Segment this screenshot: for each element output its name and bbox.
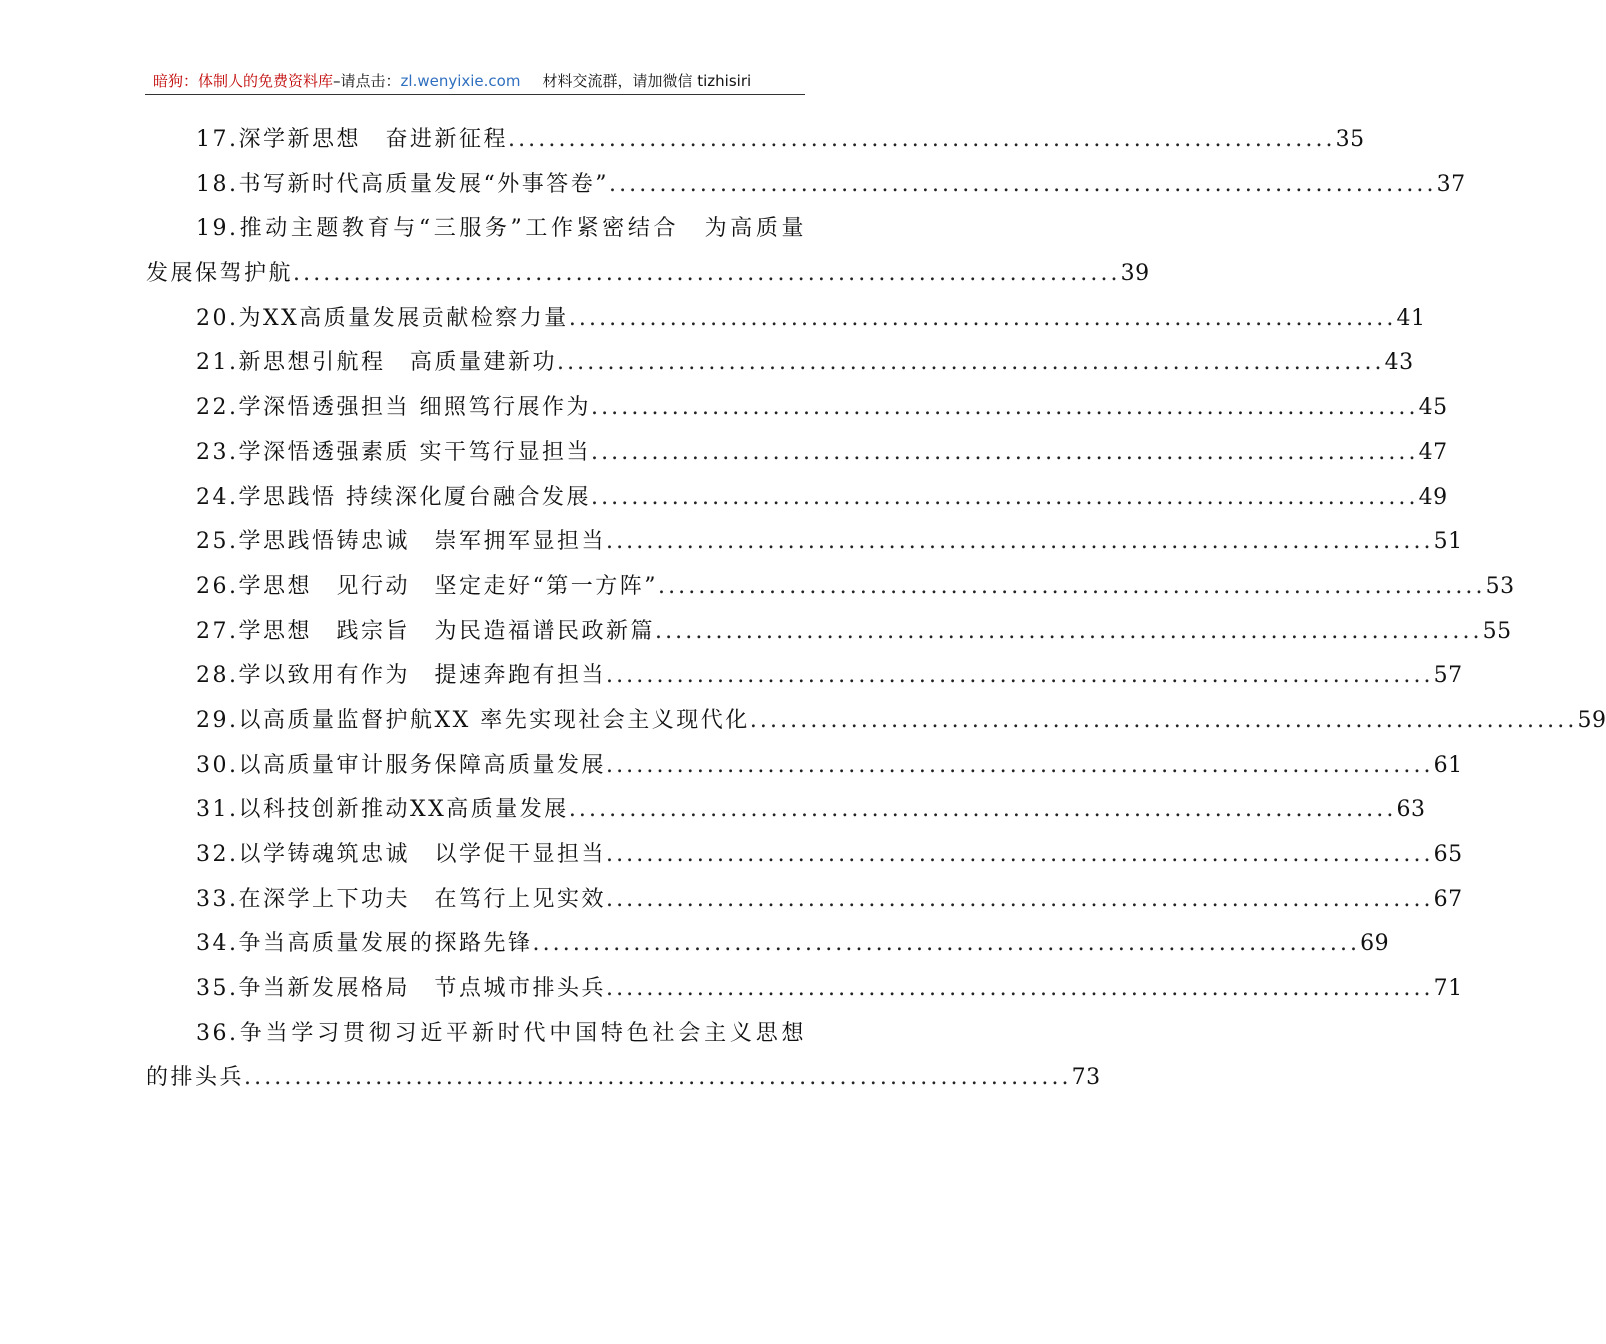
toc-entry[interactable] xyxy=(0,252,1150,297)
toc-entry-title: 22.学深悟透强担当 细照笃行展作为 xyxy=(196,395,591,421)
header-brand: 暗狗：体制人的免费资料库 xyxy=(153,72,334,90)
toc-entry-title: 31.以科技创新推动XX高质量发展 xyxy=(196,797,569,823)
toc-entry[interactable] xyxy=(0,833,1463,878)
toc-page-number: 43 xyxy=(1384,350,1414,376)
toc-entry-title: 17.深学新思想 奋进新征程 xyxy=(196,127,508,152)
toc-entry-row xyxy=(196,654,1463,698)
toc-entry-row xyxy=(196,297,1426,341)
toc-entry-row xyxy=(196,431,1448,475)
toc-entry-title: 23.学深悟透强素质 实干笃行显担当 xyxy=(196,439,591,465)
toc-entry-row xyxy=(196,476,1448,520)
toc-entry-row xyxy=(146,1056,1101,1100)
toc-dot-leader: .................................................................................. xyxy=(606,976,1434,1002)
toc-page-number: 63 xyxy=(1396,797,1426,823)
toc-entry[interactable] xyxy=(0,699,1606,744)
toc-dot-leader: .................................................................................. xyxy=(244,1065,1072,1091)
toc-dot-leader: .................................................................................. xyxy=(590,439,1419,465)
toc-entry-row xyxy=(196,520,1463,564)
toc-dot-leader: .................................................................................. xyxy=(557,350,1385,376)
toc-entry-row xyxy=(196,788,1426,832)
toc-page-number: 59 xyxy=(1577,707,1606,733)
toc-dot-leader: .................................................................................. xyxy=(606,886,1434,912)
toc-dot-leader: .................................................................................. xyxy=(606,842,1434,867)
toc-page-number: 37 xyxy=(1436,171,1466,197)
toc-entry-title: 25.学思践悟铸忠诚 崇军拥军显担当 xyxy=(196,529,606,555)
toc-dot-leader: .................................................................................. xyxy=(568,797,1397,823)
toc-entry-row xyxy=(196,699,1606,743)
toc-dot-leader: .................................................................................. xyxy=(590,484,1419,510)
toc-entry-title: 20.为XX高质量发展贡献检察力量 xyxy=(196,305,569,331)
toc-entry[interactable] xyxy=(0,878,1463,923)
toc-entry[interactable] xyxy=(0,520,1463,565)
toc-dot-leader: .................................................................................. xyxy=(293,261,1121,287)
toc-entry-row xyxy=(196,610,1512,654)
toc-dot-leader: .................................................................................. xyxy=(568,305,1397,331)
toc-entry[interactable] xyxy=(0,341,1414,386)
toc-entry[interactable] xyxy=(0,386,1448,431)
toc-entry-row xyxy=(196,163,1466,207)
toc-entry-first-line xyxy=(0,207,950,252)
toc-dot-leader: .................................................................................. xyxy=(606,529,1434,555)
toc-entry-title: 26.学思想 见行动 坚定走好“第一方阵” xyxy=(196,573,658,599)
toc-entry-title: 28.学以致用有作为 提速奔跑有担当 xyxy=(196,663,606,689)
toc-entry[interactable] xyxy=(0,967,1463,1012)
toc-entry-title: 21.新思想引航程 高质量建新功 xyxy=(196,350,557,376)
toc-entry[interactable] xyxy=(0,922,1390,967)
toc-entry-title: 27.学思想 践宗旨 为民造福谱民政新篇 xyxy=(196,618,655,644)
toc-entry-title: 发展保驾护航 xyxy=(146,261,294,287)
toc-entry-row xyxy=(196,118,1365,162)
toc-entry[interactable] xyxy=(0,610,1512,655)
toc-entry-title: 34.争当高质量发展的探路先锋 xyxy=(196,931,533,957)
toc-page-number: 65 xyxy=(1433,842,1463,867)
toc-entry-title-line1: 19.推动主题教育与“三服务”工作紧密结合 为高质量 xyxy=(196,216,806,242)
toc-entry-row xyxy=(196,967,1463,1011)
toc-entry-title: 24.学思践悟 持续深化厦台融合发展 xyxy=(196,484,591,510)
toc-dot-leader: .................................................................................. xyxy=(608,171,1437,197)
toc-dot-leader: .................................................................................. xyxy=(590,395,1419,421)
toc-entry[interactable] xyxy=(0,654,1463,699)
toc-entry-row xyxy=(196,922,1390,966)
toc-entry[interactable] xyxy=(0,565,1515,610)
toc-entry-first-line xyxy=(0,1012,950,1057)
toc-dot-leader: .................................................................................. xyxy=(749,707,1578,733)
page-header xyxy=(145,70,805,95)
toc-entry-row xyxy=(196,833,1463,877)
toc-entry-row xyxy=(146,252,1150,296)
header-link[interactable]: zl.wenyixie.com xyxy=(400,72,521,90)
toc-page-number: 51 xyxy=(1433,529,1463,555)
toc-entry-row xyxy=(196,386,1448,430)
header-click-prompt: –请点击： xyxy=(333,72,401,90)
toc-page-number: 45 xyxy=(1418,395,1448,421)
toc-page-number: 57 xyxy=(1433,663,1463,689)
toc-entry[interactable] xyxy=(0,1056,1101,1101)
toc-entry-title: 29.以高质量监督护航XX 率先实现社会主义现代化 xyxy=(196,707,750,733)
toc-dot-leader: .................................................................................. xyxy=(532,931,1361,957)
toc-page-number: 41 xyxy=(1396,305,1426,331)
toc-entry-title: 的排头兵 xyxy=(146,1065,245,1091)
toc-page-number: 69 xyxy=(1360,931,1390,957)
toc-entry-title-line1: 36.争当学习贯彻习近平新时代中国特色社会主义思想 xyxy=(196,1020,806,1046)
toc-entry-title: 18.书写新时代高质量发展“外事答卷” xyxy=(196,171,609,197)
toc-entry[interactable] xyxy=(0,744,1463,789)
toc-entry-row xyxy=(196,565,1515,609)
toc-entry-title: 32.以学铸魂筑忠诚 以学促干显担当 xyxy=(196,842,606,867)
toc-page-number: 61 xyxy=(1433,752,1463,778)
toc-page-number: 35 xyxy=(1335,127,1365,152)
toc-dot-leader: .................................................................................. xyxy=(606,752,1434,778)
toc-entry[interactable] xyxy=(0,788,1426,833)
toc-dot-leader: .................................................................................. xyxy=(657,573,1486,599)
toc-entry[interactable] xyxy=(0,297,1426,342)
toc-dot-leader: .................................................................................. xyxy=(655,618,1483,644)
toc-dot-leader: .................................................................................. xyxy=(508,127,1336,152)
toc-entry-title: 33.在深学上下功夫 在笃行上见实效 xyxy=(196,886,606,912)
toc-entry[interactable] xyxy=(0,163,1466,208)
toc-entry-title: 35.争当新发展格局 节点城市排头兵 xyxy=(196,976,606,1002)
toc-entry-title: 30.以高质量审计服务保障高质量发展 xyxy=(196,752,606,778)
toc-entry[interactable] xyxy=(0,118,1365,163)
toc-page-number: 49 xyxy=(1418,484,1448,510)
toc-page-number: 53 xyxy=(1485,573,1515,599)
toc-page-number: 73 xyxy=(1071,1065,1101,1091)
toc-page-number: 55 xyxy=(1482,618,1512,644)
toc-dot-leader: .................................................................................. xyxy=(606,663,1434,689)
toc-page-number: 47 xyxy=(1418,439,1448,465)
toc-entry[interactable] xyxy=(0,431,1448,476)
toc-entry-row xyxy=(196,341,1414,385)
toc-page-number: 39 xyxy=(1120,261,1150,287)
header-group-info: 材料交流群，请加微信 tizhisiri xyxy=(542,72,752,90)
toc-entry[interactable] xyxy=(0,476,1448,521)
table-of-contents xyxy=(0,118,1606,1101)
toc-entry-row xyxy=(196,744,1463,788)
toc-entry-row xyxy=(196,878,1463,922)
toc-page-number: 71 xyxy=(1433,976,1463,1002)
toc-page-number: 67 xyxy=(1433,886,1463,912)
